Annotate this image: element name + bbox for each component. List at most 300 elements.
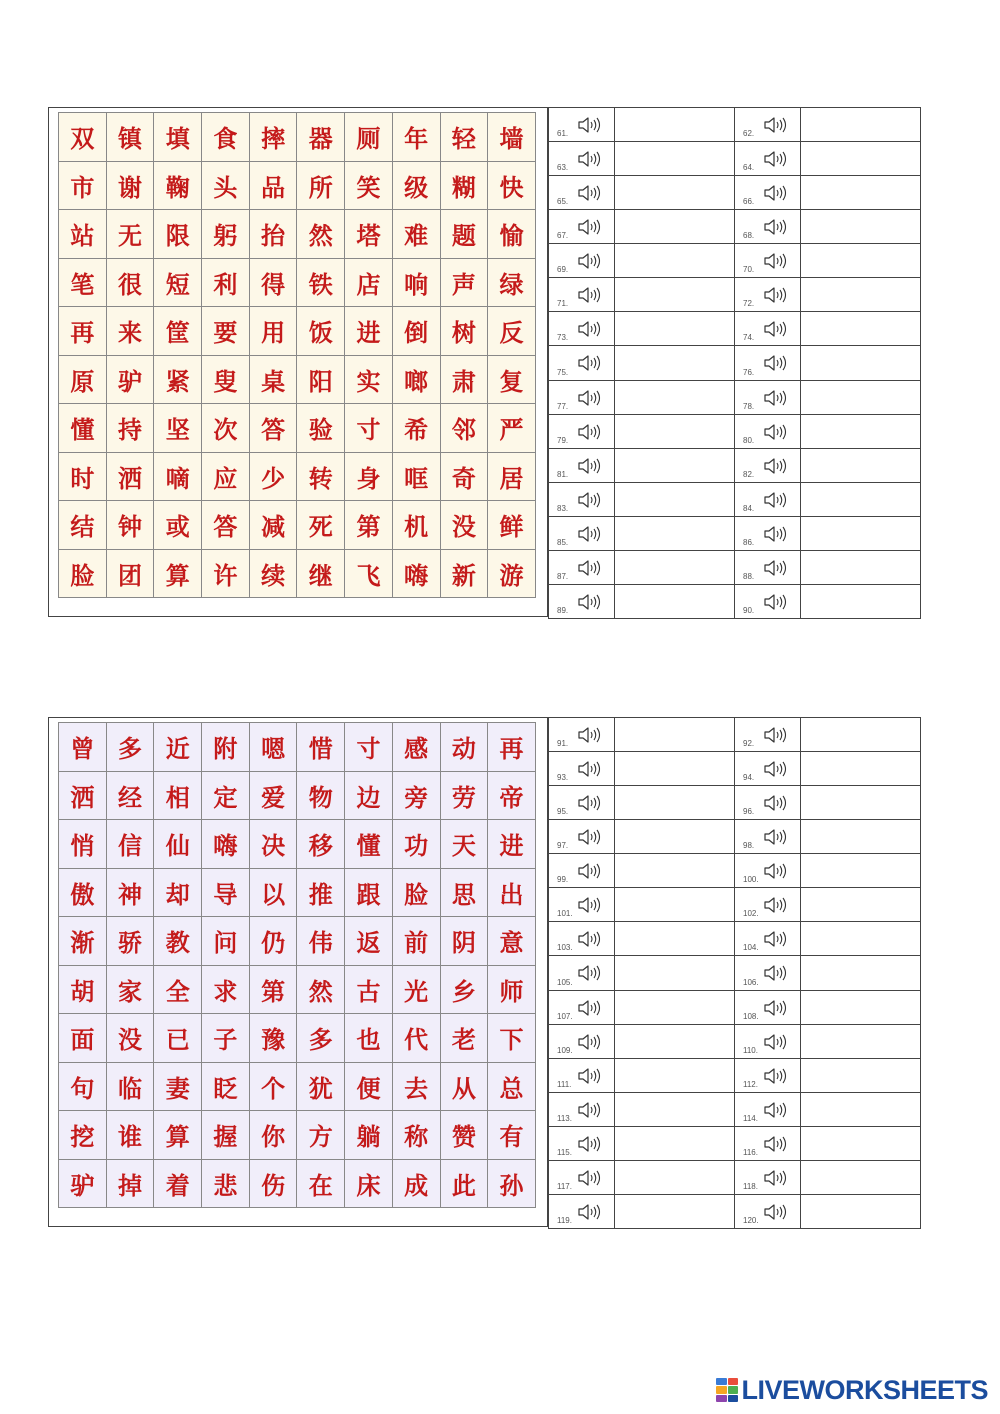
answer-blank[interactable] — [615, 1092, 735, 1126]
answer-number: 86. — [743, 537, 755, 547]
character-cell: 限 — [154, 210, 202, 259]
speaker-icon[interactable] — [577, 184, 603, 202]
answer-number-cell — [549, 1024, 615, 1058]
character-cell: 悄 — [59, 820, 107, 869]
speaker-icon[interactable] — [763, 1067, 789, 1085]
answer-blank[interactable] — [615, 278, 735, 312]
speaker-icon[interactable] — [577, 794, 603, 812]
character-cell: 个 — [250, 1063, 298, 1112]
character-cell: 继 — [297, 550, 345, 599]
character-cell: 短 — [154, 259, 202, 308]
answer-blank[interactable] — [801, 346, 921, 380]
speaker-icon[interactable] — [577, 828, 603, 846]
answer-number: 99. — [557, 875, 569, 885]
character-cell: 渐 — [59, 917, 107, 966]
answer-number-cell — [549, 956, 615, 990]
character-cell: 转 — [297, 453, 345, 502]
answer-number: 96. — [743, 807, 755, 817]
answer-number-cell — [735, 176, 801, 210]
answer-number-cell — [735, 1126, 801, 1160]
answer-number: 63. — [557, 163, 569, 173]
character-cell: 古 — [345, 966, 393, 1015]
answer-number: 105. — [557, 977, 573, 987]
character-cell: 孙 — [488, 1160, 536, 1209]
character-cell: 器 — [297, 113, 345, 162]
answer-blank[interactable] — [615, 142, 735, 176]
answer-number: 120. — [743, 1216, 759, 1225]
answer-blank[interactable] — [615, 312, 735, 346]
character-cell: 定 — [202, 772, 250, 821]
speaker-icon[interactable] — [763, 1169, 789, 1187]
answer-row — [549, 1126, 921, 1160]
answer-number: 84. — [743, 503, 755, 513]
answer-number-cell — [549, 1092, 615, 1126]
speaker-icon[interactable] — [763, 593, 789, 611]
answer-number: 108. — [743, 1011, 759, 1021]
answer-blank[interactable] — [615, 244, 735, 278]
character-cell: 阳 — [297, 356, 345, 405]
answer-row — [549, 176, 921, 210]
character-cell: 题 — [441, 210, 489, 259]
character-cell: 进 — [488, 820, 536, 869]
character-box — [48, 717, 548, 1227]
answer-number: 77. — [557, 401, 569, 411]
answer-number: 79. — [557, 435, 569, 445]
character-cell: 鲜 — [488, 501, 536, 550]
answer-blank[interactable] — [615, 584, 735, 618]
speaker-icon[interactable] — [763, 559, 789, 577]
character-cell: 教 — [154, 917, 202, 966]
answer-row — [549, 108, 921, 142]
character-cell: 近 — [154, 723, 202, 772]
speaker-icon[interactable] — [763, 423, 789, 441]
answer-number: 116. — [743, 1147, 758, 1157]
answer-number-cell — [549, 990, 615, 1024]
speaker-icon[interactable] — [577, 252, 603, 270]
answer-number-cell — [735, 516, 801, 550]
answer-number-cell — [549, 922, 615, 956]
character-cell: 第 — [250, 966, 298, 1015]
character-cell: 此 — [441, 1160, 489, 1209]
speaker-icon[interactable] — [577, 354, 603, 372]
speaker-icon[interactable] — [577, 1135, 603, 1153]
speaker-icon[interactable] — [763, 1033, 789, 1051]
character-cell: 续 — [250, 550, 298, 599]
worksheet-section-2 — [48, 717, 920, 1229]
speaker-icon[interactable] — [763, 760, 789, 778]
character-cell: 严 — [488, 404, 536, 453]
character-cell: 难 — [393, 210, 441, 259]
character-cell: 家 — [107, 966, 155, 1015]
answer-blank[interactable] — [801, 922, 921, 956]
speaker-icon[interactable] — [577, 930, 603, 948]
speaker-icon[interactable] — [577, 964, 603, 982]
answer-blank[interactable] — [615, 820, 735, 854]
speaker-icon[interactable] — [763, 896, 789, 914]
character-cell: 无 — [107, 210, 155, 259]
speaker-icon[interactable] — [763, 116, 789, 134]
character-cell: 站 — [59, 210, 107, 259]
answer-row — [549, 820, 921, 854]
speaker-icon[interactable] — [763, 184, 789, 202]
answer-number-cell — [735, 1160, 801, 1194]
character-cell: 钟 — [107, 501, 155, 550]
answer-number: 97. — [557, 841, 569, 851]
speaker-icon[interactable] — [763, 1135, 789, 1153]
character-cell: 铁 — [297, 259, 345, 308]
answer-number-cell — [735, 718, 801, 752]
answer-blank[interactable] — [801, 516, 921, 550]
answer-blank[interactable] — [801, 176, 921, 210]
answer-number-cell — [735, 210, 801, 244]
character-cell: 边 — [345, 772, 393, 821]
answer-number: 104. — [743, 943, 759, 953]
character-cell: 附 — [202, 723, 250, 772]
answer-blank[interactable] — [615, 176, 735, 210]
speaker-icon[interactable] — [763, 828, 789, 846]
answer-number-cell — [549, 888, 615, 922]
character-cell: 嗯 — [250, 723, 298, 772]
answer-number-cell — [549, 448, 615, 482]
speaker-icon[interactable] — [763, 1203, 789, 1221]
character-cell: 返 — [345, 917, 393, 966]
character-cell: 有 — [488, 1111, 536, 1160]
character-cell: 寸 — [345, 404, 393, 453]
speaker-icon[interactable] — [577, 1101, 603, 1119]
answer-number: 103. — [557, 943, 573, 953]
answer-blank[interactable] — [801, 108, 921, 142]
character-cell: 快 — [488, 162, 536, 211]
speaker-icon[interactable] — [763, 525, 789, 543]
speaker-icon[interactable] — [577, 726, 603, 744]
answer-blank[interactable] — [801, 956, 921, 990]
answer-blank[interactable] — [801, 1058, 921, 1092]
character-cell: 身 — [345, 453, 393, 502]
character-cell: 持 — [107, 404, 155, 453]
speaker-icon[interactable] — [577, 1033, 603, 1051]
answer-number-cell — [735, 244, 801, 278]
character-cell: 墙 — [488, 113, 536, 162]
answer-blank[interactable] — [615, 922, 735, 956]
answer-number: 78. — [743, 401, 755, 411]
character-cell: 第 — [345, 501, 393, 550]
answer-row — [549, 414, 921, 448]
answer-blank[interactable] — [801, 786, 921, 820]
character-cell: 算 — [154, 1111, 202, 1160]
character-cell: 摔 — [250, 113, 298, 162]
character-cell: 用 — [250, 307, 298, 356]
character-cell: 桌 — [250, 356, 298, 405]
character-cell: 句 — [59, 1063, 107, 1112]
answer-blank[interactable] — [615, 956, 735, 990]
answer-number-cell — [735, 550, 801, 584]
answer-blank[interactable] — [615, 752, 735, 786]
answer-number-cell — [735, 752, 801, 786]
answer-blank[interactable] — [615, 888, 735, 922]
character-cell: 利 — [202, 259, 250, 308]
answer-row — [549, 888, 921, 922]
answer-number-cell — [549, 142, 615, 176]
speaker-icon[interactable] — [577, 286, 603, 304]
character-cell: 要 — [202, 307, 250, 356]
character-cell: 眨 — [202, 1063, 250, 1112]
character-cell: 鞠 — [154, 162, 202, 211]
speaker-icon[interactable] — [577, 423, 603, 441]
speaker-icon[interactable] — [577, 999, 603, 1017]
speaker-icon[interactable] — [763, 491, 789, 509]
speaker-icon[interactable] — [577, 525, 603, 543]
answer-row — [549, 312, 921, 346]
character-cell: 镇 — [107, 113, 155, 162]
answer-number-cell — [735, 278, 801, 312]
answer-blank[interactable] — [615, 786, 735, 820]
answer-blank[interactable] — [801, 244, 921, 278]
speaker-icon[interactable] — [577, 1169, 603, 1187]
character-cell: 或 — [154, 501, 202, 550]
speaker-icon[interactable] — [763, 389, 789, 407]
speaker-icon[interactable] — [577, 320, 603, 338]
character-cell: 子 — [202, 1014, 250, 1063]
answer-number: 113. — [557, 1113, 572, 1123]
character-cell: 意 — [488, 917, 536, 966]
answer-blank[interactable] — [801, 448, 921, 482]
answer-blank[interactable] — [615, 346, 735, 380]
character-cell: 总 — [488, 1063, 536, 1112]
answer-number: 93. — [557, 773, 569, 783]
character-cell: 全 — [154, 966, 202, 1015]
answer-number-cell — [549, 210, 615, 244]
character-cell: 紧 — [154, 356, 202, 405]
speaker-icon[interactable] — [577, 218, 603, 236]
speaker-icon[interactable] — [763, 794, 789, 812]
answer-blank[interactable] — [801, 1126, 921, 1160]
answer-row — [549, 718, 921, 752]
answer-number-cell — [735, 312, 801, 346]
answer-row — [549, 1194, 921, 1228]
answer-blank[interactable] — [615, 1024, 735, 1058]
answer-number: 107. — [557, 1011, 573, 1021]
answer-blank[interactable] — [801, 1092, 921, 1126]
answer-row — [549, 922, 921, 956]
speaker-icon[interactable] — [577, 862, 603, 880]
answer-number: 66. — [743, 197, 755, 207]
character-cell: 寸 — [345, 723, 393, 772]
character-cell: 功 — [393, 820, 441, 869]
answer-blank[interactable] — [615, 210, 735, 244]
character-cell: 希 — [393, 404, 441, 453]
character-cell: 新 — [441, 550, 489, 599]
speaker-icon[interactable] — [577, 457, 603, 475]
speaker-icon[interactable] — [763, 218, 789, 236]
answer-blank[interactable] — [615, 718, 735, 752]
character-cell: 来 — [107, 307, 155, 356]
character-cell: 得 — [250, 259, 298, 308]
answer-blank[interactable] — [615, 448, 735, 482]
character-cell: 你 — [250, 1111, 298, 1160]
speaker-icon[interactable] — [577, 150, 603, 168]
answer-blank[interactable] — [615, 482, 735, 516]
character-cell: 多 — [297, 1014, 345, 1063]
speaker-icon[interactable] — [577, 389, 603, 407]
speaker-icon[interactable] — [763, 726, 789, 744]
character-cell: 伟 — [297, 917, 345, 966]
speaker-icon[interactable] — [763, 964, 789, 982]
character-cell: 居 — [488, 453, 536, 502]
character-cell: 进 — [345, 307, 393, 356]
speaker-icon[interactable] — [763, 930, 789, 948]
character-cell: 相 — [154, 772, 202, 821]
speaker-icon[interactable] — [763, 150, 789, 168]
speaker-icon[interactable] — [577, 896, 603, 914]
answer-blank[interactable] — [801, 718, 921, 752]
character-cell: 然 — [297, 966, 345, 1015]
answer-number: 65. — [557, 197, 569, 207]
character-cell: 在 — [297, 1160, 345, 1209]
character-cell: 反 — [488, 307, 536, 356]
character-cell: 移 — [297, 820, 345, 869]
answer-blank[interactable] — [801, 854, 921, 888]
character-cell: 没 — [107, 1014, 155, 1063]
answer-blank[interactable] — [615, 108, 735, 142]
answer-blank[interactable] — [615, 516, 735, 550]
character-cell: 再 — [59, 307, 107, 356]
character-cell: 感 — [393, 723, 441, 772]
character-cell: 仍 — [250, 917, 298, 966]
character-cell: 答 — [250, 404, 298, 453]
answer-row — [549, 752, 921, 786]
character-cell: 结 — [59, 501, 107, 550]
answer-blank[interactable] — [801, 1024, 921, 1058]
answer-blank[interactable] — [801, 584, 921, 618]
answer-number: 76. — [743, 367, 755, 377]
speaker-icon[interactable] — [763, 320, 789, 338]
character-cell: 方 — [297, 1111, 345, 1160]
character-cell: 物 — [297, 772, 345, 821]
speaker-icon[interactable] — [577, 1203, 603, 1221]
character-cell: 问 — [202, 917, 250, 966]
character-cell: 懂 — [345, 820, 393, 869]
answer-row — [549, 142, 921, 176]
answer-blank[interactable] — [801, 752, 921, 786]
answer-row — [549, 448, 921, 482]
character-cell: 懂 — [59, 404, 107, 453]
answer-number: 89. — [557, 606, 569, 615]
speaker-icon[interactable] — [577, 491, 603, 509]
answer-blank[interactable] — [615, 854, 735, 888]
answer-row — [549, 990, 921, 1024]
speaker-icon[interactable] — [577, 760, 603, 778]
answer-number-cell — [735, 142, 801, 176]
answer-number: 101. — [557, 909, 573, 919]
speaker-icon[interactable] — [763, 1101, 789, 1119]
answer-blank[interactable] — [615, 1160, 735, 1194]
answer-blank[interactable] — [615, 380, 735, 414]
answer-number-cell — [735, 414, 801, 448]
answer-row — [549, 1024, 921, 1058]
answer-blank[interactable] — [801, 210, 921, 244]
answer-blank[interactable] — [801, 888, 921, 922]
speaker-icon[interactable] — [763, 252, 789, 270]
answer-blank[interactable] — [801, 414, 921, 448]
speaker-icon[interactable] — [763, 286, 789, 304]
character-cell: 决 — [250, 820, 298, 869]
speaker-icon[interactable] — [763, 862, 789, 880]
speaker-icon[interactable] — [763, 999, 789, 1017]
character-cell: 悲 — [202, 1160, 250, 1209]
speaker-icon[interactable] — [577, 593, 603, 611]
answer-number: 111. — [557, 1079, 572, 1089]
answer-blank[interactable] — [801, 820, 921, 854]
answer-blank[interactable] — [801, 278, 921, 312]
answer-number: 109. — [557, 1045, 573, 1055]
character-cell: 赞 — [441, 1111, 489, 1160]
character-cell: 骄 — [107, 917, 155, 966]
character-cell: 次 — [202, 404, 250, 453]
answer-blank[interactable] — [615, 1058, 735, 1092]
answer-blank[interactable] — [801, 990, 921, 1024]
answer-number: 82. — [743, 469, 755, 479]
answer-number-cell — [735, 956, 801, 990]
answer-number: 74. — [743, 333, 755, 343]
answer-number: 68. — [743, 231, 755, 241]
answer-blank[interactable] — [801, 380, 921, 414]
speaker-icon[interactable] — [763, 354, 789, 372]
answer-blank[interactable] — [615, 550, 735, 584]
answer-blank[interactable] — [801, 482, 921, 516]
character-cell: 算 — [154, 550, 202, 599]
answer-row — [549, 786, 921, 820]
answer-blank[interactable] — [801, 142, 921, 176]
character-cell: 求 — [202, 966, 250, 1015]
character-cell: 店 — [345, 259, 393, 308]
speaker-icon[interactable] — [577, 1067, 603, 1085]
character-cell: 豫 — [250, 1014, 298, 1063]
answer-number-cell — [735, 854, 801, 888]
answer-blank[interactable] — [615, 1194, 735, 1228]
character-cell: 面 — [59, 1014, 107, 1063]
answer-number: 92. — [743, 739, 755, 749]
answer-blank[interactable] — [615, 414, 735, 448]
character-cell: 也 — [345, 1014, 393, 1063]
character-cell: 代 — [393, 1014, 441, 1063]
speaker-icon[interactable] — [577, 559, 603, 577]
answer-row — [549, 482, 921, 516]
answer-row — [549, 516, 921, 550]
answer-blank[interactable] — [801, 312, 921, 346]
answer-number: 69. — [557, 265, 569, 275]
answer-blank[interactable] — [615, 990, 735, 1024]
answer-row — [549, 244, 921, 278]
answer-blank[interactable] — [801, 1194, 921, 1228]
character-cell: 许 — [202, 550, 250, 599]
character-cell: 原 — [59, 356, 107, 405]
character-cell: 游 — [488, 550, 536, 599]
character-cell: 握 — [202, 1111, 250, 1160]
character-cell: 声 — [441, 259, 489, 308]
character-cell: 没 — [441, 501, 489, 550]
speaker-icon[interactable] — [577, 116, 603, 134]
speaker-icon[interactable] — [763, 457, 789, 475]
character-cell: 临 — [107, 1063, 155, 1112]
answer-number: 94. — [743, 773, 755, 783]
answer-blank[interactable] — [615, 1126, 735, 1160]
answer-blank[interactable] — [801, 550, 921, 584]
character-cell: 很 — [107, 259, 155, 308]
answer-blank[interactable] — [801, 1160, 921, 1194]
character-cell: 品 — [250, 162, 298, 211]
answer-row — [549, 1160, 921, 1194]
answer-number-cell — [735, 1194, 801, 1228]
